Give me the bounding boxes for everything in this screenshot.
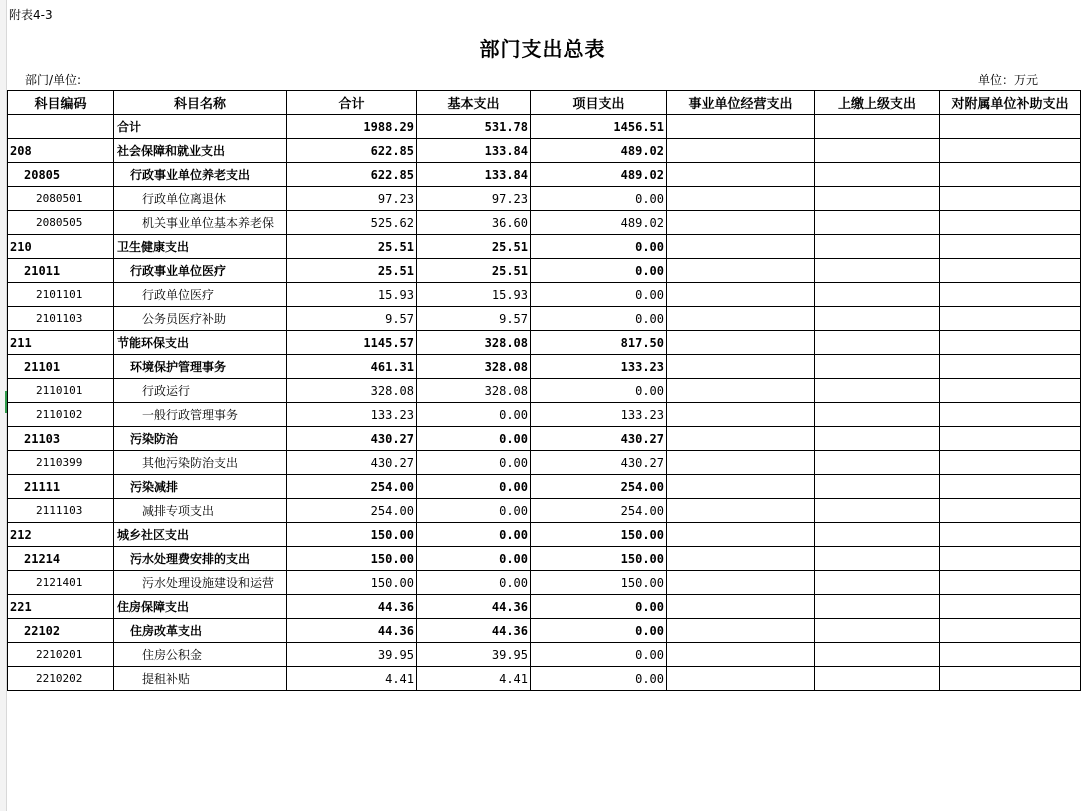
cell-name[interactable]: 住房改革支出 bbox=[114, 619, 287, 643]
cell-business[interactable] bbox=[667, 307, 815, 331]
cell-basic[interactable]: 0.00 bbox=[417, 451, 531, 475]
cell-business[interactable] bbox=[667, 331, 815, 355]
cell-basic[interactable]: 36.60 bbox=[417, 211, 531, 235]
cell-code[interactable]: 221 bbox=[8, 595, 114, 619]
cell-total[interactable]: 1145.57 bbox=[287, 331, 417, 355]
cell-total[interactable]: 25.51 bbox=[287, 235, 417, 259]
cell-name[interactable]: 污水处理设施建设和运营 bbox=[114, 571, 287, 595]
cell-basic[interactable]: 0.00 bbox=[417, 427, 531, 451]
cell-code[interactable]: 2080505 bbox=[8, 211, 114, 235]
expenditure-table bbox=[7, 90, 1081, 691]
cell-name[interactable]: 行政单位医疗 bbox=[114, 283, 287, 307]
table-row bbox=[8, 667, 1081, 691]
cell-project[interactable]: 0.00 bbox=[531, 259, 667, 283]
cell-total[interactable]: 15.93 bbox=[287, 283, 417, 307]
cell-project[interactable]: 150.00 bbox=[531, 547, 667, 571]
table-row bbox=[8, 211, 1081, 235]
cell-subsidy[interactable] bbox=[940, 643, 1081, 667]
cell-total[interactable]: 430.27 bbox=[287, 451, 417, 475]
cell-name[interactable]: 社会保障和就业支出 bbox=[114, 139, 287, 163]
cell-upper[interactable] bbox=[815, 595, 940, 619]
cell-basic[interactable]: 15.93 bbox=[417, 283, 531, 307]
unit-label: 单位：万元 bbox=[978, 73, 1039, 87]
cell-basic[interactable]: 44.36 bbox=[417, 595, 531, 619]
cell-total[interactable]: 97.23 bbox=[287, 187, 417, 211]
cell-code[interactable]: 212 bbox=[8, 523, 114, 547]
cell-name[interactable]: 行政运行 bbox=[114, 379, 287, 403]
cell-subsidy[interactable] bbox=[940, 427, 1081, 451]
cell-total[interactable]: 150.00 bbox=[287, 547, 417, 571]
cell-business[interactable] bbox=[667, 379, 815, 403]
cell-subsidy[interactable] bbox=[940, 139, 1081, 163]
cell-total[interactable]: 254.00 bbox=[287, 499, 417, 523]
cell-total[interactable]: 25.51 bbox=[287, 259, 417, 283]
col-header-name[interactable]: 科目名称 bbox=[114, 91, 287, 115]
table-row bbox=[8, 403, 1081, 427]
cell-basic[interactable]: 531.78 bbox=[417, 115, 531, 139]
cell-project[interactable]: 0.00 bbox=[531, 643, 667, 667]
cell-subsidy[interactable] bbox=[940, 475, 1081, 499]
cell-total[interactable]: 9.57 bbox=[287, 307, 417, 331]
cell-subsidy[interactable] bbox=[940, 259, 1081, 283]
cell-business[interactable] bbox=[667, 523, 815, 547]
cell-total[interactable]: 4.41 bbox=[287, 667, 417, 691]
cell-project[interactable]: 0.00 bbox=[531, 619, 667, 643]
cell-code[interactable]: 2121401 bbox=[8, 571, 114, 595]
cell-basic[interactable]: 4.41 bbox=[417, 667, 531, 691]
cell-basic[interactable]: 133.84 bbox=[417, 139, 531, 163]
cell-total[interactable]: 328.08 bbox=[287, 379, 417, 403]
cell-code[interactable]: 21011 bbox=[8, 259, 114, 283]
cell-code[interactable]: 2110102 bbox=[8, 403, 114, 427]
cell-business[interactable] bbox=[667, 643, 815, 667]
cell-business[interactable] bbox=[667, 547, 815, 571]
cell-business[interactable] bbox=[667, 475, 815, 499]
cell-name[interactable]: 行政事业单位医疗 bbox=[114, 259, 287, 283]
cell-upper[interactable] bbox=[815, 403, 940, 427]
cell-total[interactable]: 150.00 bbox=[287, 571, 417, 595]
cell-upper[interactable] bbox=[815, 427, 940, 451]
cell-upper[interactable] bbox=[815, 667, 940, 691]
cell-subsidy[interactable] bbox=[940, 163, 1081, 187]
cell-total[interactable]: 133.23 bbox=[287, 403, 417, 427]
cell-total[interactable]: 525.62 bbox=[287, 211, 417, 235]
cell-project[interactable]: 0.00 bbox=[531, 235, 667, 259]
cell-business[interactable] bbox=[667, 259, 815, 283]
cell-business[interactable] bbox=[667, 595, 815, 619]
cell-name[interactable]: 其他污染防治支出 bbox=[114, 451, 287, 475]
cell-basic[interactable]: 25.51 bbox=[417, 235, 531, 259]
cell-total[interactable]: 1988.29 bbox=[287, 115, 417, 139]
cell-name[interactable]: 环境保护管理事务 bbox=[114, 355, 287, 379]
cell-basic[interactable]: 0.00 bbox=[417, 475, 531, 499]
cell-basic[interactable]: 25.51 bbox=[417, 259, 531, 283]
cell-upper[interactable] bbox=[815, 547, 940, 571]
cell-subsidy[interactable] bbox=[940, 355, 1081, 379]
cell-total[interactable]: 461.31 bbox=[287, 355, 417, 379]
table-row bbox=[8, 643, 1081, 667]
cell-upper[interactable] bbox=[815, 187, 940, 211]
cell-name[interactable]: 一般行政管理事务 bbox=[114, 403, 287, 427]
cell-basic[interactable]: 97.23 bbox=[417, 187, 531, 211]
cell-business[interactable] bbox=[667, 115, 815, 139]
cell-name[interactable]: 节能环保支出 bbox=[114, 331, 287, 355]
cell-subsidy[interactable] bbox=[940, 379, 1081, 403]
table-row bbox=[8, 355, 1081, 379]
cell-business[interactable] bbox=[667, 403, 815, 427]
cell-project[interactable]: 0.00 bbox=[531, 379, 667, 403]
cell-basic[interactable]: 0.00 bbox=[417, 523, 531, 547]
cell-code[interactable]: 21103 bbox=[8, 427, 114, 451]
cell-code[interactable]: 2101103 bbox=[8, 307, 114, 331]
cell-name[interactable]: 住房公积金 bbox=[114, 643, 287, 667]
cell-name[interactable]: 城乡社区支出 bbox=[114, 523, 287, 547]
cell-basic[interactable]: 328.08 bbox=[417, 355, 531, 379]
cell-subsidy[interactable] bbox=[940, 283, 1081, 307]
cell-basic[interactable]: 328.08 bbox=[417, 379, 531, 403]
cell-subsidy[interactable] bbox=[940, 571, 1081, 595]
cell-upper[interactable] bbox=[815, 355, 940, 379]
col-header-project[interactable]: 项目支出 bbox=[531, 91, 667, 115]
col-header-business[interactable]: 事业单位经营支出 bbox=[667, 91, 815, 115]
cell-upper[interactable] bbox=[815, 451, 940, 475]
cell-code[interactable]: 21111 bbox=[8, 475, 114, 499]
cell-project[interactable]: 489.02 bbox=[531, 163, 667, 187]
table-row bbox=[8, 331, 1081, 355]
cell-basic[interactable]: 328.08 bbox=[417, 331, 531, 355]
cell-project[interactable]: 489.02 bbox=[531, 139, 667, 163]
cell-subsidy[interactable] bbox=[940, 235, 1081, 259]
cell-business[interactable] bbox=[667, 451, 815, 475]
cell-upper[interactable] bbox=[815, 115, 940, 139]
cell-code[interactable]: 20805 bbox=[8, 163, 114, 187]
table-row bbox=[8, 595, 1081, 619]
cell-code[interactable]: 211 bbox=[8, 331, 114, 355]
cell-basic[interactable]: 44.36 bbox=[417, 619, 531, 643]
table-row bbox=[8, 427, 1081, 451]
table-row bbox=[8, 475, 1081, 499]
cell-code[interactable]: 2110399 bbox=[8, 451, 114, 475]
cell-basic[interactable]: 0.00 bbox=[417, 403, 531, 427]
cell-upper[interactable] bbox=[815, 571, 940, 595]
cell-business[interactable] bbox=[667, 283, 815, 307]
col-header-basic[interactable]: 基本支出 bbox=[417, 91, 531, 115]
cell-basic[interactable]: 0.00 bbox=[417, 499, 531, 523]
cell-project[interactable]: 133.23 bbox=[531, 355, 667, 379]
cell-upper[interactable] bbox=[815, 619, 940, 643]
table-row bbox=[8, 547, 1081, 571]
cell-business[interactable] bbox=[667, 427, 815, 451]
cell-subsidy[interactable] bbox=[940, 115, 1081, 139]
cell-code[interactable]: 2111103 bbox=[8, 499, 114, 523]
table-row bbox=[8, 259, 1081, 283]
cell-upper[interactable] bbox=[815, 379, 940, 403]
table-row bbox=[8, 307, 1081, 331]
cell-name[interactable]: 行政单位离退休 bbox=[114, 187, 287, 211]
cell-subsidy[interactable] bbox=[940, 499, 1081, 523]
cell-basic[interactable]: 9.57 bbox=[417, 307, 531, 331]
table-row bbox=[8, 139, 1081, 163]
col-header-upper[interactable]: 上缴上级支出 bbox=[815, 91, 940, 115]
cell-project[interactable]: 817.50 bbox=[531, 331, 667, 355]
cell-business[interactable] bbox=[667, 499, 815, 523]
cell-total[interactable]: 44.36 bbox=[287, 619, 417, 643]
cell-total[interactable]: 622.85 bbox=[287, 139, 417, 163]
cell-code[interactable]: 21214 bbox=[8, 547, 114, 571]
cell-total[interactable]: 622.85 bbox=[287, 163, 417, 187]
cell-name[interactable]: 提租补贴 bbox=[114, 667, 287, 691]
cell-code[interactable]: 21101 bbox=[8, 355, 114, 379]
cell-subsidy[interactable] bbox=[940, 403, 1081, 427]
cell-project[interactable]: 133.23 bbox=[531, 403, 667, 427]
cell-name[interactable]: 污染减排 bbox=[114, 475, 287, 499]
cell-name[interactable]: 住房保障支出 bbox=[114, 595, 287, 619]
cell-code[interactable]: 2110101 bbox=[8, 379, 114, 403]
cell-subsidy[interactable] bbox=[940, 667, 1081, 691]
cell-basic[interactable]: 0.00 bbox=[417, 571, 531, 595]
cell-basic[interactable]: 39.95 bbox=[417, 643, 531, 667]
cell-total[interactable]: 44.36 bbox=[287, 595, 417, 619]
cell-total[interactable]: 254.00 bbox=[287, 475, 417, 499]
cell-subsidy[interactable] bbox=[940, 619, 1081, 643]
cell-subsidy[interactable] bbox=[940, 307, 1081, 331]
cell-total[interactable]: 39.95 bbox=[287, 643, 417, 667]
cell-subsidy[interactable] bbox=[940, 547, 1081, 571]
cell-business[interactable] bbox=[667, 235, 815, 259]
table-row bbox=[8, 619, 1081, 643]
table-row bbox=[8, 187, 1081, 211]
cell-code[interactable]: 208 bbox=[8, 139, 114, 163]
cell-name[interactable]: 行政事业单位养老支出 bbox=[114, 163, 287, 187]
cell-business[interactable] bbox=[667, 571, 815, 595]
cell-upper[interactable] bbox=[815, 283, 940, 307]
cell-business[interactable] bbox=[667, 355, 815, 379]
cell-business[interactable] bbox=[667, 139, 815, 163]
cell-basic[interactable]: 0.00 bbox=[417, 547, 531, 571]
table-row bbox=[8, 523, 1081, 547]
cell-upper[interactable] bbox=[815, 643, 940, 667]
cell-code[interactable]: 210 bbox=[8, 235, 114, 259]
cell-total[interactable]: 150.00 bbox=[287, 523, 417, 547]
cell-project[interactable]: 0.00 bbox=[531, 307, 667, 331]
cell-name[interactable]: 减排专项支出 bbox=[114, 499, 287, 523]
cell-subsidy[interactable] bbox=[940, 451, 1081, 475]
page-title: 部门支出总表 bbox=[479, 37, 606, 61]
col-header-subsidy[interactable]: 对附属单位补助支出 bbox=[940, 91, 1081, 115]
table-row bbox=[8, 571, 1081, 595]
cell-name[interactable]: 机关事业单位基本养老保 bbox=[114, 211, 287, 235]
cell-name[interactable]: 公务员医疗补助 bbox=[114, 307, 287, 331]
cell-code[interactable]: 22102 bbox=[8, 619, 114, 643]
table-row bbox=[8, 235, 1081, 259]
cell-code[interactable]: 2210202 bbox=[8, 667, 114, 691]
header-row bbox=[8, 91, 1081, 115]
cell-upper[interactable] bbox=[815, 163, 940, 187]
cell-total[interactable]: 430.27 bbox=[287, 427, 417, 451]
table-row bbox=[8, 163, 1081, 187]
cell-subsidy[interactable] bbox=[940, 523, 1081, 547]
cell-upper[interactable] bbox=[815, 523, 940, 547]
cell-project[interactable]: 0.00 bbox=[531, 595, 667, 619]
cell-name[interactable]: 污水处理费安排的支出 bbox=[114, 547, 287, 571]
cell-business[interactable] bbox=[667, 211, 815, 235]
attachment-label: 附表4-3 bbox=[9, 8, 53, 22]
table-row bbox=[8, 115, 1081, 139]
cell-upper[interactable] bbox=[815, 211, 940, 235]
department-label: 部门/单位: bbox=[25, 73, 82, 87]
cell-upper[interactable] bbox=[815, 307, 940, 331]
cell-code[interactable]: 2210201 bbox=[8, 643, 114, 667]
cell-project[interactable]: 0.00 bbox=[531, 283, 667, 307]
table-row bbox=[8, 283, 1081, 307]
table-row bbox=[8, 451, 1081, 475]
cell-basic[interactable]: 133.84 bbox=[417, 163, 531, 187]
cell-project[interactable]: 430.27 bbox=[531, 451, 667, 475]
col-header-total[interactable]: 合计 bbox=[287, 91, 417, 115]
cell-project[interactable]: 254.00 bbox=[531, 475, 667, 499]
cell-project[interactable]: 150.00 bbox=[531, 523, 667, 547]
col-header-code[interactable]: 科目编码 bbox=[8, 91, 114, 115]
cell-upper[interactable] bbox=[815, 475, 940, 499]
cell-project[interactable]: 489.02 bbox=[531, 211, 667, 235]
cell-upper[interactable] bbox=[815, 235, 940, 259]
cell-code[interactable]: 2080501 bbox=[8, 187, 114, 211]
cell-business[interactable] bbox=[667, 163, 815, 187]
cell-project[interactable]: 0.00 bbox=[531, 667, 667, 691]
cell-upper[interactable] bbox=[815, 259, 940, 283]
cell-name[interactable]: 卫生健康支出 bbox=[114, 235, 287, 259]
cell-business[interactable] bbox=[667, 619, 815, 643]
cell-subsidy[interactable] bbox=[940, 595, 1081, 619]
cell-code[interactable]: 2101101 bbox=[8, 283, 114, 307]
table-row bbox=[8, 499, 1081, 523]
cell-project[interactable]: 254.00 bbox=[531, 499, 667, 523]
cell-project[interactable]: 1456.51 bbox=[531, 115, 667, 139]
cell-subsidy[interactable] bbox=[940, 331, 1081, 355]
cell-upper[interactable] bbox=[815, 139, 940, 163]
cell-upper[interactable] bbox=[815, 499, 940, 523]
table-row bbox=[8, 379, 1081, 403]
cell-project[interactable]: 0.00 bbox=[531, 187, 667, 211]
cell-name[interactable]: 合计 bbox=[114, 115, 287, 139]
cell-subsidy[interactable] bbox=[940, 187, 1081, 211]
cell-business[interactable] bbox=[667, 667, 815, 691]
cell-name[interactable]: 污染防治 bbox=[114, 427, 287, 451]
cell-project[interactable]: 150.00 bbox=[531, 571, 667, 595]
cell-business[interactable] bbox=[667, 187, 815, 211]
cell-upper[interactable] bbox=[815, 331, 940, 355]
cell-project[interactable]: 430.27 bbox=[531, 427, 667, 451]
cell-subsidy[interactable] bbox=[940, 211, 1081, 235]
cell-code[interactable] bbox=[8, 115, 114, 139]
